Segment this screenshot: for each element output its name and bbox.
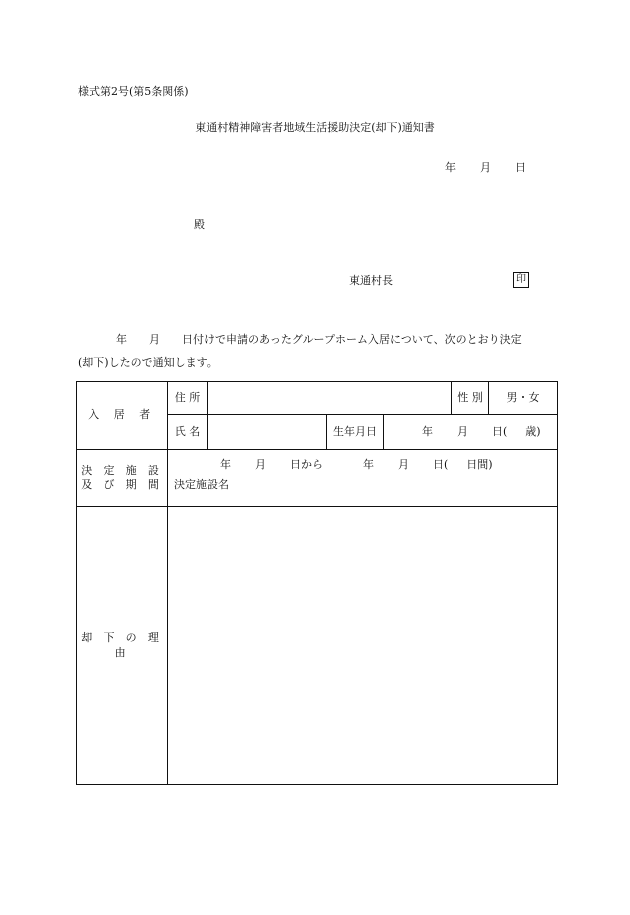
intro-month: 月 (149, 333, 160, 346)
birth-age: 歳) (525, 424, 541, 438)
birth-date-label: 生年月日 (327, 415, 384, 450)
decision-facility-period-label (77, 450, 168, 507)
intro-year: 年 (116, 333, 127, 346)
rejection-reason-field[interactable] (168, 507, 558, 785)
intro-line-2: (却下)したので通知します。 (78, 356, 218, 369)
application-form-table (76, 381, 558, 785)
issue-date-day: 日 (515, 161, 526, 174)
issue-date-year: 年 (445, 161, 456, 174)
seal-mark: 印 (513, 272, 529, 288)
intro-line-1 (116, 334, 522, 345)
name-field[interactable] (208, 415, 327, 450)
sex-options[interactable]: 男・女 (489, 382, 558, 415)
rejection-reason-label: 却 下 の 理 由 (77, 507, 168, 785)
decision-label-line-2: 及 び 期 間 (81, 478, 163, 491)
birth-year: 年 (422, 424, 433, 438)
decision-label-line-1: 決 定 施 設 (81, 463, 163, 477)
period-start-month: 月 (255, 458, 266, 471)
facility-name-label: 決定施設名 (174, 478, 229, 492)
issue-date (445, 162, 526, 173)
decision-period-line (174, 458, 557, 472)
address-field[interactable] (208, 382, 452, 415)
name-label: 氏 名 (168, 415, 208, 450)
sender-name: 東通村長 (349, 274, 393, 287)
period-days: 日間) (466, 458, 493, 471)
resident-label: 入 居 者 (77, 382, 168, 450)
intro-text: 日付けで申請のあったグループホーム入居について、次のとおり決定 (182, 333, 522, 346)
issue-date-month: 月 (480, 161, 491, 174)
period-end-day: 日( (433, 458, 449, 471)
period-start-year: 年 (220, 458, 231, 471)
addressee-suffix: 殿 (194, 218, 205, 231)
birth-month: 月 (457, 424, 468, 438)
birth-date-field[interactable] (384, 415, 558, 450)
period-end-year: 年 (363, 458, 374, 471)
form-number-label: 様式第2号(第5条関係) (78, 85, 189, 98)
period-start-day: 日から (290, 458, 323, 471)
birth-day: 日( (492, 424, 508, 438)
period-end-month: 月 (398, 458, 409, 471)
address-label: 住 所 (168, 382, 208, 415)
document-title: 東通村精神障害者地域生活援助決定(却下)通知書 (195, 121, 435, 134)
decision-period-field[interactable] (168, 450, 558, 507)
sex-label: 性 別 (452, 382, 489, 415)
